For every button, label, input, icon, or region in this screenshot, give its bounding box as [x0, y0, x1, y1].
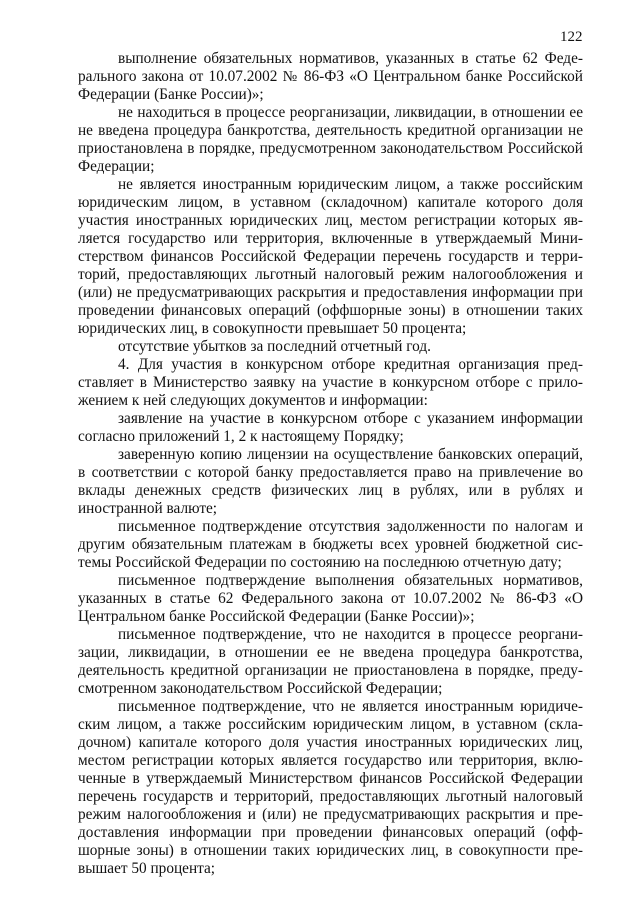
- paragraph-doc-norms-confirmation: письменное подтверждение выполнения обязательных нормативов, указанных в статье 62 Федерального закона от 10.07.2002 № 86-ФЗ «О Центральном банке Российской Федерации (Банке России)»;: [78, 572, 583, 625]
- paragraph-doc-license-copy: заверенную копию лицензии на осуществление банковских операций, в соответствии с которой банку предоставляется право на привлечение во вклады денежных средств физических лиц в рублях, или в рублях и иностранной валюте;: [78, 446, 583, 517]
- paragraph-doc-no-reorganization-confirmation: письменное подтверждение, что не находится в процессе реорганизации, ликвидации, в отношении ее не введена процедура банкротства, деятельность кредитной организации не приостановлена в порядке, предусмотренном законодательством Российской Федерации;: [78, 626, 583, 697]
- paragraph-doc-not-foreign-confirmation: письменное подтверждение, что не является иностранным юридическим лицом, а также российским юридическим лицом, в уставном (складочном) капитале которого доля участия иностранных юридических лиц, местом регистрации которых является государство или территория, включенные в утверждаемый Министерством финансов Российской Федерации перечень государств и территорий, предоставляющих льготный налоговый режим налогообложения и (или) не предусматривающих раскрытия и предоставления информации при проведении финансовых операций (оффшорные зоны) в отношении таких юридических лиц, в совокупности превышает 50 процента;: [78, 698, 583, 877]
- paragraph-requirement-no-losses: отсутствие убытков за последний отчетный год.: [118, 338, 431, 355]
- paragraph-clause-4: 4. Для участия в конкурсном отборе кредитная организация представляет в Министерство заявку на участие в конкурсном отборе с приложением к ней следующих документов и информации:: [78, 356, 583, 409]
- paragraph-requirement-not-foreign-entity: не является иностранным юридическим лицом, а также российским юридическим лицом, в уставном (складочном) капитале которого доля участия иностранных юридических лиц, местом регистрации которых является государство или территория, включенные в утверждаемый Министерством финансов Российской Федерации перечень государств и территорий, предоставляющих льготный налоговый режим налогообложения и (или) не предусматривающих раскрытия и предоставления информации при проведении финансовых операций (оффшорные зоны) в отношении таких юридических лиц, в совокупности превышает 50 процента;: [78, 176, 583, 337]
- body-text: [78, 50, 583, 878]
- paragraph-doc-application: заявление на участие в конкурсном отборе с указанием информации согласно приложений 1, 2 к настоящему Порядку;: [78, 410, 583, 445]
- page-number: 122: [560, 29, 583, 45]
- paragraph-requirement-norms: выполнение обязательных нормативов, указанных в статье 62 Федерального закона от 10.07.2002 № 86-ФЗ «О Центральном банке Российской Федерации (Банке России)»;: [78, 50, 583, 103]
- paragraph-doc-no-tax-debt: письменное подтверждение отсутствия задолженности по налогам и другим обязательным платежам в бюджеты всех уровней бюджетной системы Российской Федерации по состоянию на последнюю отчетную дату;: [78, 518, 583, 571]
- paragraph-requirement-no-reorganization: не находиться в процессе реорганизации, ликвидации, в отношении ее не введена процедура банкротства, деятельность кредитной организации не приостановлена в порядке, предусмотренном законодательством Российской Федерации;: [78, 104, 583, 175]
